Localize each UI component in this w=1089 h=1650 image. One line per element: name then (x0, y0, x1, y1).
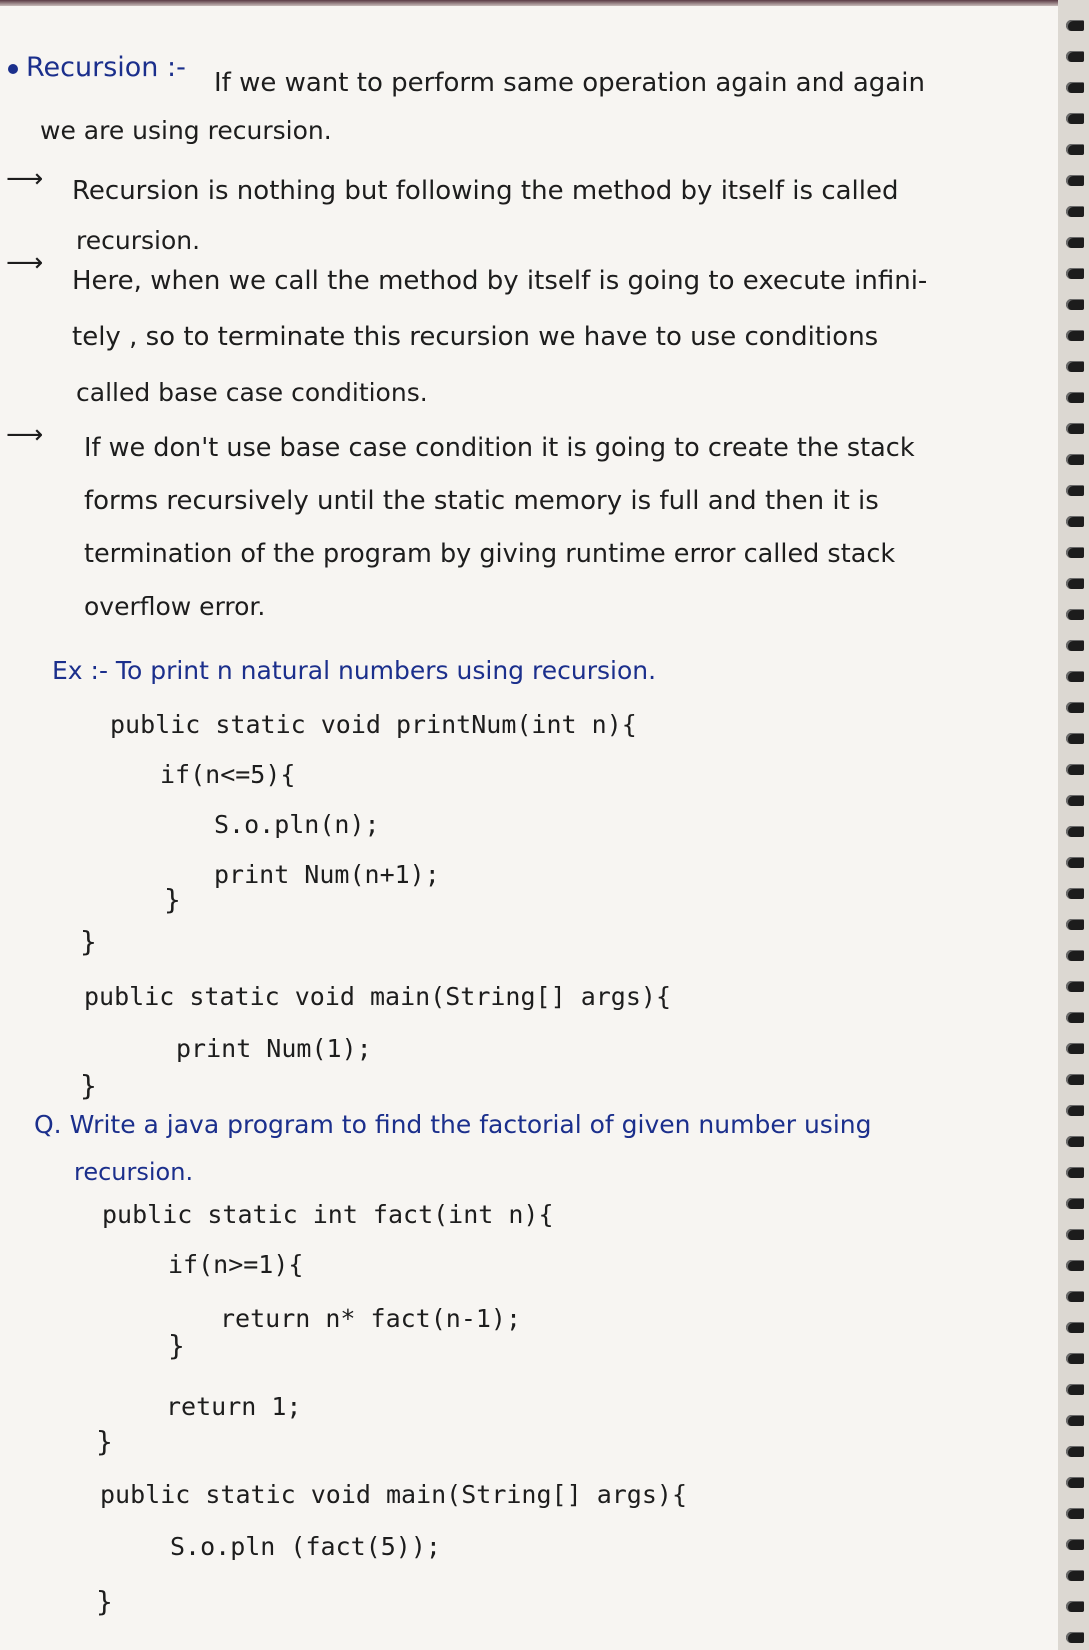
binding-ring (1066, 702, 1084, 713)
point-2-line-2: tely , so to terminate this recursion we have to use conditions (72, 322, 879, 352)
code-line: return 1; (166, 1392, 302, 1421)
binding-ring (1066, 1074, 1084, 1085)
code-line: } (80, 1069, 97, 1102)
code-line: print Num(n+1); (214, 860, 440, 889)
binding-ring (1066, 1260, 1084, 1271)
binding-ring (1066, 299, 1084, 310)
arrow-icon: ⟶ (6, 420, 44, 450)
binding-ring (1066, 113, 1084, 124)
binding-ring (1066, 361, 1084, 372)
code-line: return n* fact(n-1); (220, 1304, 522, 1333)
binding-ring (1066, 1043, 1084, 1054)
code-line: public static void printNum(int n){ (110, 710, 637, 739)
point-3-line-3: termination of the program by giving runtime error called stack (84, 539, 896, 569)
binding-ring (1066, 392, 1084, 403)
binding-ring (1066, 1167, 1084, 1178)
binding-ring (1066, 1477, 1084, 1488)
binding-ring (1066, 330, 1084, 341)
binding-ring (1066, 671, 1084, 682)
point-3-line-1: If we don't use base case condition it is going to create the stack (84, 433, 915, 463)
binding-ring (1066, 950, 1084, 961)
point-2-line-3: called base case conditions. (76, 378, 428, 407)
binding-ring (1066, 1322, 1084, 1333)
binding-ring (1066, 1291, 1084, 1302)
binding-ring (1066, 578, 1084, 589)
binding-ring (1066, 206, 1084, 217)
binding-ring (1066, 82, 1084, 93)
binding-ring (1066, 1601, 1084, 1612)
binding-ring (1066, 1198, 1084, 1209)
binding-ring (1066, 1012, 1084, 1023)
arrow-icon: ⟶ (6, 248, 44, 278)
binding-ring (1066, 888, 1084, 899)
point-1-line-2: recursion. (76, 226, 201, 255)
example-heading: Ex :- To print n natural numbers using recursion. (52, 656, 657, 685)
code-line: public static void main(String[] args){ (100, 1480, 687, 1509)
bullet-icon (8, 64, 18, 74)
code-line: public static int fact(int n){ (102, 1200, 554, 1229)
point-3-line-4: overflow error. (84, 592, 266, 621)
code-line: } (96, 1425, 113, 1458)
arrow-icon: ⟶ (6, 164, 44, 194)
code-line: public static void main(String[] args){ (84, 982, 671, 1011)
binding-ring (1066, 237, 1084, 248)
point-1-line-1: Recursion is nothing but following the method by itself is called (72, 176, 899, 206)
binding-ring (1066, 547, 1084, 558)
binding-ring (1066, 516, 1084, 527)
code-line: print Num(1); (176, 1034, 372, 1063)
notebook-page (0, 6, 1060, 1650)
binding-ring (1066, 857, 1084, 868)
binding-ring (1066, 1446, 1084, 1457)
binding-ring (1066, 733, 1084, 744)
binding-ring (1066, 175, 1084, 186)
binding-ring (1066, 1539, 1084, 1550)
binding-ring (1066, 20, 1084, 31)
code-line: if(n>=1){ (168, 1250, 304, 1279)
binding-ring (1066, 144, 1084, 155)
code-line: } (168, 1329, 185, 1362)
binding-ring (1066, 1632, 1084, 1643)
binding-ring (1066, 485, 1084, 496)
code-line: S.o.pln(n); (214, 810, 380, 839)
code-line: } (164, 883, 181, 916)
binding-ring (1066, 919, 1084, 930)
code-line: } (80, 925, 97, 958)
binding-ring (1066, 1384, 1084, 1395)
recursion-definition-line-1: If we want to perform same operation again and again (214, 68, 925, 98)
binding-ring (1066, 268, 1084, 279)
recursion-definition-line-2: we are using recursion. (40, 116, 332, 145)
binding-ring (1066, 1353, 1084, 1364)
binding-ring (1066, 764, 1084, 775)
recursion-title: Recursion :- (26, 52, 186, 83)
binding-ring (1066, 981, 1084, 992)
question-line-2: recursion. (74, 1158, 194, 1186)
code-line: } (96, 1585, 113, 1618)
binding-ring (1066, 1508, 1084, 1519)
point-3-line-2: forms recursively until the static memory is full and then it is (84, 486, 879, 516)
binding-ring (1066, 640, 1084, 651)
binding-ring (1066, 423, 1084, 434)
binding-ring (1066, 454, 1084, 465)
binding-ring (1066, 1229, 1084, 1240)
binding-ring (1066, 609, 1084, 620)
binding-ring (1066, 1415, 1084, 1426)
binding-ring (1066, 1105, 1084, 1116)
point-2-line-1: Here, when we call the method by itself is going to execute infini- (72, 266, 928, 296)
question-line-1: Q. Write a java program to find the factorial of given number using (34, 1110, 872, 1139)
binding-ring (1066, 795, 1084, 806)
code-line: if(n<=5){ (160, 760, 296, 789)
binding-ring (1066, 51, 1084, 62)
spiral-binding (1058, 0, 1089, 1650)
binding-ring (1066, 826, 1084, 837)
code-line: S.o.pln (fact(5)); (170, 1532, 441, 1561)
binding-ring (1066, 1136, 1084, 1147)
binding-ring (1066, 1570, 1084, 1581)
